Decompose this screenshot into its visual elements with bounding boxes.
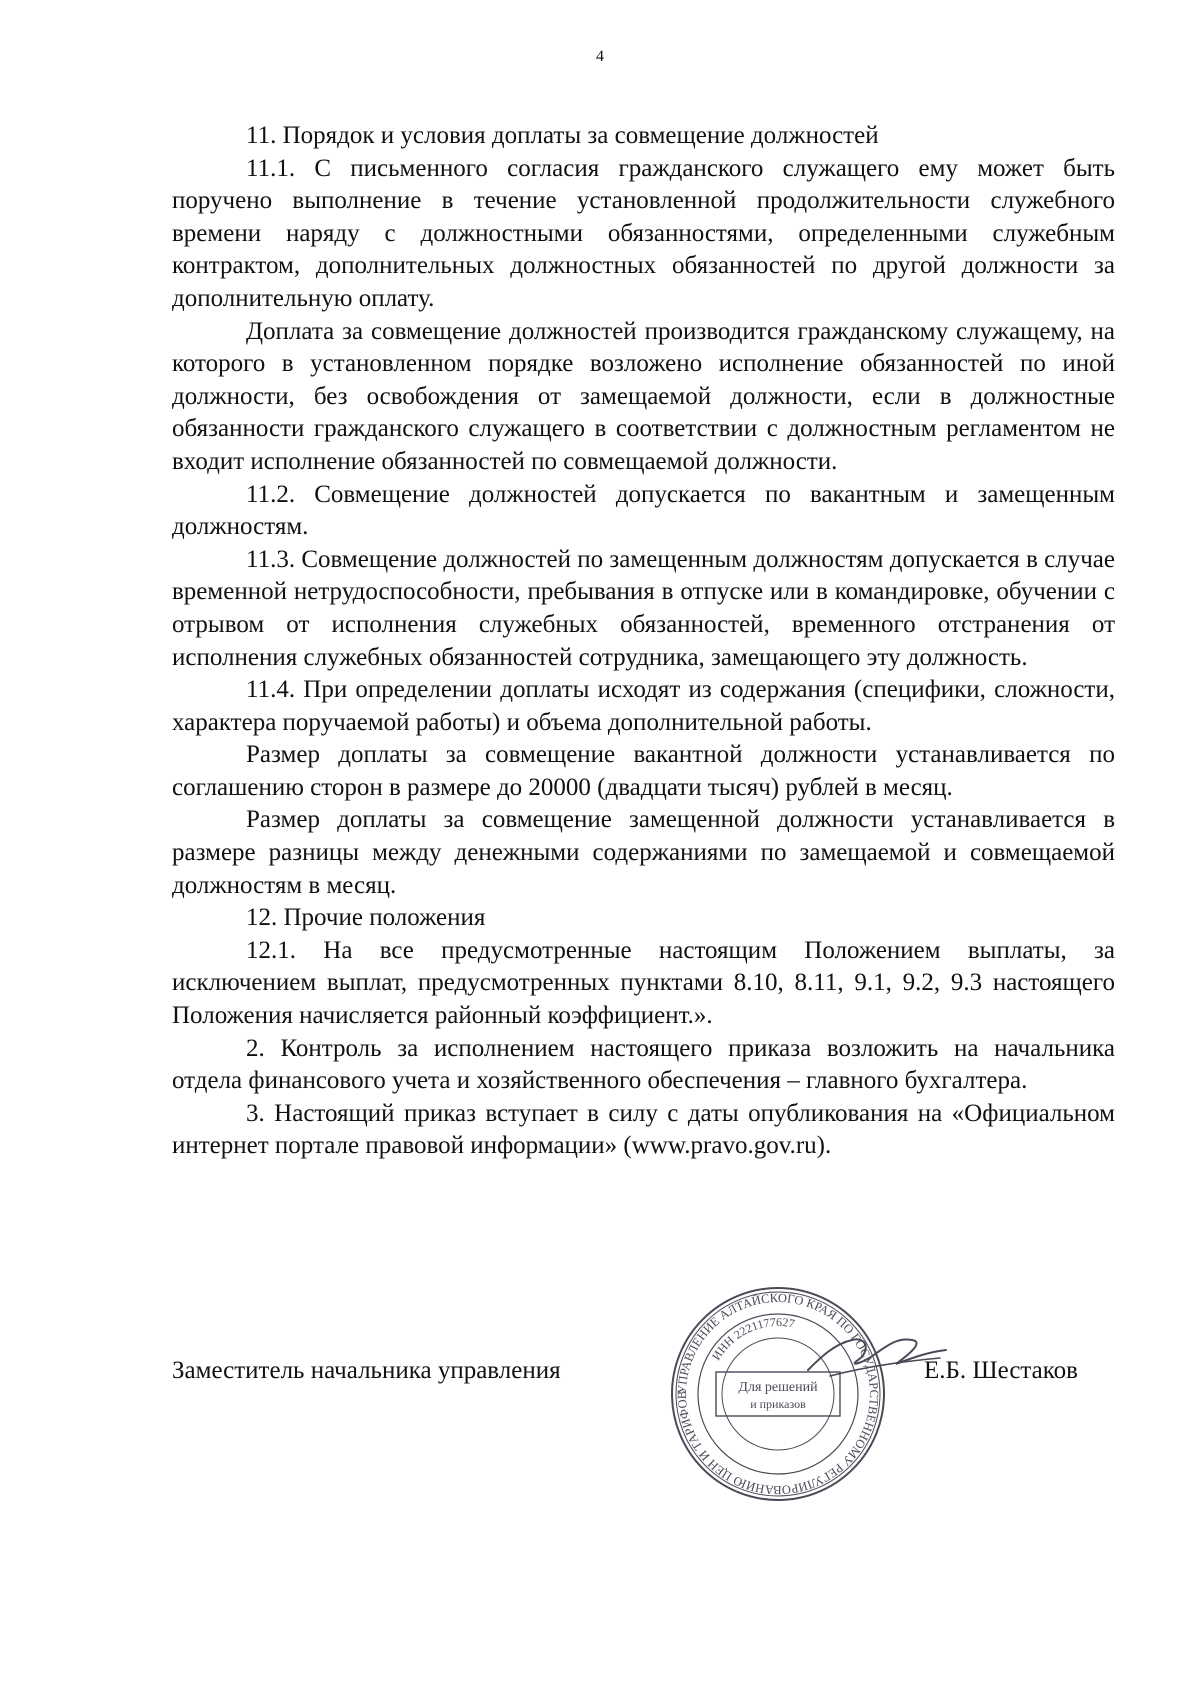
- paragraph-11-2: 11.2. Совмещение должностей допускается по вакантным и замещенным должностям.: [172, 480, 1115, 541]
- paragraph-11-4-occupied: Размер доплаты за совмещение замещенной должности устанавливается в размере разницы между денежными содержаниями по замещаемой и совмещаемой должностям в месяц.: [172, 806, 1115, 899]
- section-heading-11: 11. Порядок и условия доплаты за совмещение должностей: [246, 122, 879, 149]
- seal-outer-text: УПРАВЛЕНИЕ АЛТАЙСКОГО КРАЯ ПО ГОСУДАРСТВЕННОМУ РЕГУЛИРОВАНИЮ ЦЕН И ТАРИФОВ: [674, 1290, 882, 1498]
- handwritten-signature: [800, 1318, 950, 1388]
- paragraph-11-1-payment: Доплата за совмещение должностей производится гражданскому служащему, на которого в установленном порядке возложено исполнение обязанностей по иной должности, без освобождения от замещаемой должности, если в должностные обязанности гражданского служащего в соответствии с должностным регламентом не входит исполнение обязанностей по совмещаемой должности.: [172, 317, 1115, 475]
- page-number: 4: [596, 48, 604, 65]
- official-seal-stamp: [668, 1284, 888, 1504]
- document-body: [172, 120, 1115, 1163]
- seal-inn-text: ИНН 2221177627: [709, 1314, 797, 1363]
- section-heading-12: 12. Прочие положения: [246, 904, 486, 932]
- seal-center-line-2: и приказов: [750, 1397, 806, 1411]
- paragraph-12-1: 12.1. На все предусмотренные настоящим Положением выплаты, за исключением выплат, предусмотренных пунктами 8.10, 8.11, 9.1, 9.2, 9.3 настоящего Положения начисляется районный коэффициент.».: [172, 936, 1115, 1030]
- paragraph-11-4-vacant: Размер доплаты за совмещение вакантной должности устанавливается по соглашению сторон в размере до 20000 (двадцати тысяч) рублей в месяц.: [172, 741, 1115, 801]
- paragraph-3-effect: 3. Настоящий приказ вступает в силу с даты опубликования на «Официальном интернет портале правовой информации» (www.pravo.gov.ru).: [172, 1099, 1115, 1160]
- signatory-position: Заместитель начальника управления: [172, 1357, 561, 1384]
- paragraph-2-control: 2. Контроль за исполнением настоящего приказа возложить на начальника отдела финансового учета и хозяйственного обеспечения – главного бухгалтера.: [172, 1034, 1115, 1095]
- paragraph-11-1: 11.1. С письменного согласия гражданского служащего ему может быть поручено выполнение в течение установленной продолжительности служебного времени наряду с должностными обязанностями, определенными служебным контрактом, дополнительных должностных обязанностей по другой должности за дополнительную оплату.: [172, 154, 1115, 312]
- paragraph-11-4: 11.4. При определении доплаты исходят из содержания (специфики, сложности, характера поручаемой работы) и объема дополнительной работы.: [172, 676, 1115, 736]
- seal-center-line-1: Для решений: [738, 1380, 818, 1395]
- paragraph-11-3: 11.3. Совмещение должностей по замещенным должностям допускается в случае временной нетрудоспособности, пребывания в отпуске или в командировке, обучении с отрывом от исполнения служебных обязанностей, временного отстранения от исполнения служебных обязанностей сотрудника, замещающего эту должность.: [172, 545, 1115, 671]
- signatory-name: Е.Б. Шестаков: [924, 1357, 1078, 1384]
